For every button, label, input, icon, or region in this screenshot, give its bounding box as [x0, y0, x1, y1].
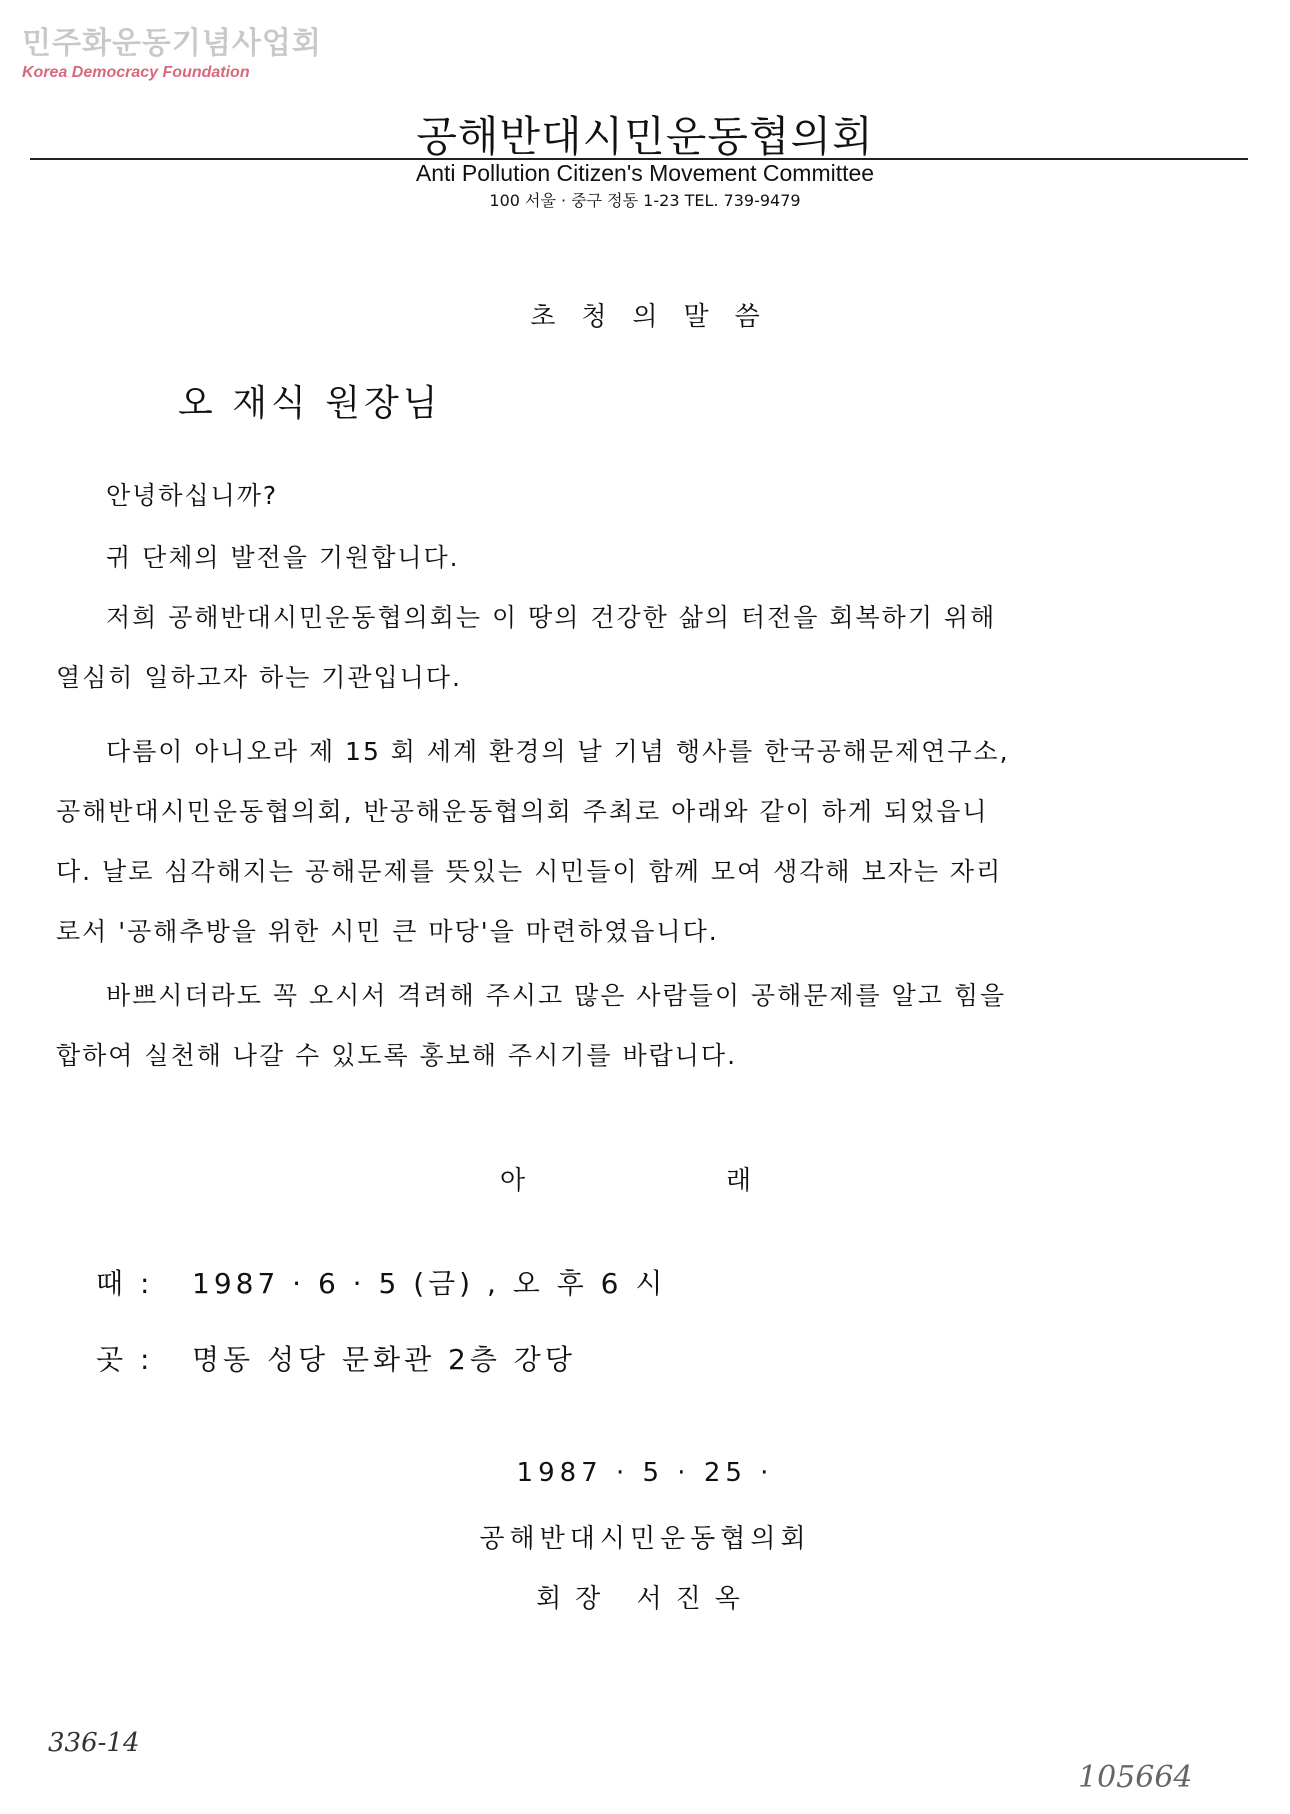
- handwritten-document-number: 105664: [1078, 1760, 1193, 1795]
- section-heading-part: 래: [726, 1166, 752, 1196]
- letter-title: 초청의말씀: [530, 302, 786, 332]
- event-where-value: 명동 성당 문화관 2층 강당: [192, 1343, 576, 1376]
- body-line: 다름이 아니오라 제 15 회 세계 환경의 날 기념 행사를 한국공해문제연구소,: [106, 737, 1010, 766]
- body-line: 귀 단체의 발전을 기원합니다.: [106, 543, 460, 572]
- event-when-label: 때 :: [96, 1267, 154, 1300]
- watermark-logo-kr: 민주화운동기념사업회: [22, 26, 322, 61]
- watermark-logo-en: Korea Democracy Foundation: [22, 64, 250, 81]
- body-line: 로서 '공해추방을 위한 시민 큰 마당'을 마련하였읍니다.: [56, 917, 719, 946]
- body-line: 공해반대시민운동협의회, 반공해운동협의회 주최로 아래와 같이 하게 되었읍니: [56, 797, 989, 826]
- body-line: 열심히 일하고자 하는 기관입니다.: [56, 663, 462, 692]
- body-line: 저희 공해반대시민운동협의회는 이 땅의 건강한 삶의 터전을 회복하기 위해: [106, 603, 997, 632]
- section-heading-part: 아: [500, 1166, 526, 1196]
- event-when: [96, 1262, 666, 1302]
- event-where: [96, 1338, 576, 1378]
- handwritten-archive-mark: 336-14: [48, 1728, 140, 1758]
- event-when-value: 1987 · 6 · 5 (금) , 오 후 6 시: [192, 1267, 667, 1300]
- signature-person: 회장 서진옥: [536, 1584, 754, 1614]
- letterhead-address: 100 서울 · 중구 정동 1-23 TEL. 739-9479: [489, 191, 801, 210]
- letter-recipient: 오 재식 원장님: [178, 383, 442, 424]
- body-line: 안녕하십니까?: [106, 481, 279, 510]
- letterhead-org-name: 공해반대시민운동협의회: [416, 112, 874, 161]
- letter-date: 1987 · 5 · 25 ·: [516, 1458, 774, 1488]
- event-where-label: 곳 :: [96, 1343, 154, 1376]
- body-line: 바쁘시더라도 꼭 오시서 격려해 주시고 많은 사람들이 공해문제를 알고 힘을: [106, 981, 1007, 1010]
- body-line: 다. 날로 심각해지는 공해문제를 뜻있는 시민들이 함께 모여 생각해 보자는 자리: [56, 857, 1003, 886]
- signature-org: 공해반대시민운동협의회: [479, 1524, 811, 1554]
- letterhead-org-name-en: Anti Pollution Citizen's Movement Committee: [415, 160, 875, 186]
- body-line: 합하여 실천해 나갈 수 있도록 홍보해 주시기를 바랍니다.: [56, 1041, 738, 1070]
